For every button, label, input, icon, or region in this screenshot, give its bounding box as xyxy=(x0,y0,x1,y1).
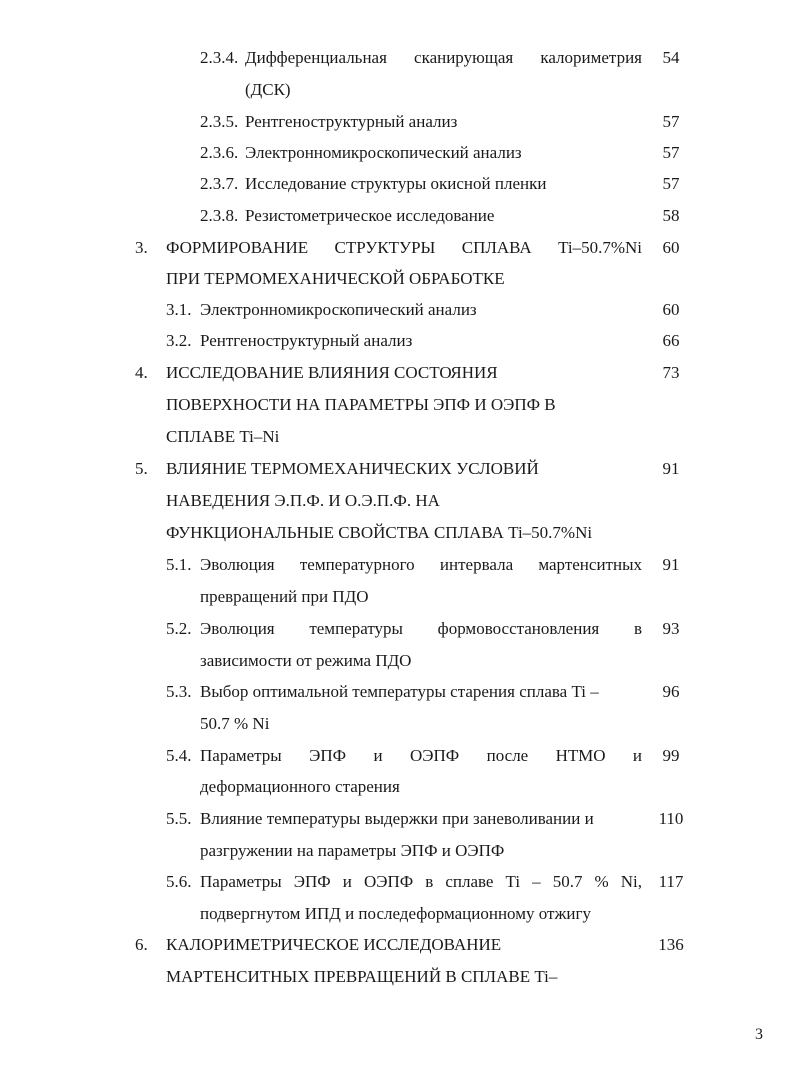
toc-chapter-number: 6. xyxy=(135,935,148,954)
toc-entry-title: Эволюция температурного интервала мартенситных xyxy=(200,555,642,574)
toc-entry-number: 3.1. xyxy=(166,300,192,319)
toc-entry-page: 93 xyxy=(662,619,680,638)
toc-chapter-title-cont: НАВЕДЕНИЯ Э.П.Ф. И О.Э.П.Ф. НА xyxy=(166,491,440,510)
toc-entry-title-cont: разгружении на параметры ЭПФ и ОЭПФ xyxy=(200,841,505,860)
toc-entry-title: Параметры ЭПФ и ОЭПФ после НТМО и xyxy=(200,746,642,765)
toc-entry-page: 73 xyxy=(662,363,680,382)
toc-entry-title: Эволюция температуры формовосстановления в xyxy=(200,619,642,638)
toc-entry-title: Электронномикроскопический анализ xyxy=(200,300,477,319)
toc-entry-number: 5.3. xyxy=(166,682,192,701)
toc-entry-page: 110 xyxy=(658,809,684,828)
toc-entry-page: 99 xyxy=(662,746,680,765)
toc-entry-number: 2.3.8. xyxy=(200,206,239,225)
toc-entry-title: Исследование структуры окисной пленки xyxy=(245,174,547,193)
page-number: 3 xyxy=(755,1026,763,1043)
toc-entry-page: 66 xyxy=(662,331,680,350)
toc-entry-page: 117 xyxy=(658,872,684,891)
toc-entry-page: 136 xyxy=(658,935,684,954)
toc-entry-page: 57 xyxy=(662,143,680,162)
toc-entry-page: 91 xyxy=(662,555,680,574)
toc-chapter-title-cont: СПЛАВЕ Ti–Ni xyxy=(166,427,280,446)
toc-entry-title: Влияние температуры выдержки при заневоливании и xyxy=(200,809,594,828)
toc-chapter-title: ВЛИЯНИЕ ТЕРМОМЕХАНИЧЕСКИХ УСЛОВИЙ xyxy=(166,459,539,478)
toc-entry-page: 57 xyxy=(662,112,680,131)
toc-entry-title: Электронномикроскопический анализ xyxy=(245,143,522,162)
toc-entry-number: 5.2. xyxy=(166,619,192,638)
toc-entry-title-cont: (ДСК) xyxy=(245,80,291,99)
toc-entry-number: 5.6. xyxy=(166,872,192,891)
toc-chapter-title: ИССЛЕДОВАНИЕ ВЛИЯНИЯ СОСТОЯНИЯ xyxy=(166,363,498,382)
toc-chapter-title: КАЛОРИМЕТРИЧЕСКОЕ ИССЛЕДОВАНИЕ xyxy=(166,935,502,954)
toc-chapter-number: 4. xyxy=(135,363,148,382)
toc-entry-number: 5.5. xyxy=(166,809,192,828)
toc-chapter-number: 5. xyxy=(135,459,148,478)
toc-entry-number: 2.3.7. xyxy=(200,174,239,193)
toc-entry-number: 2.3.5. xyxy=(200,112,239,131)
toc-entry-page: 60 xyxy=(662,238,680,257)
toc-entry-title-cont: деформационного старения xyxy=(200,777,400,796)
toc-entry-title: Резистометрическое исследование xyxy=(245,206,495,225)
toc-chapter-title: ФОРМИРОВАНИЕ СТРУКТУРЫ СПЛАВА Ti–50.7%Ni xyxy=(166,238,642,257)
toc-entry-title-cont: превращений при ПДО xyxy=(200,587,369,606)
toc-entry-page: 60 xyxy=(662,300,680,319)
toc-entry-title: Дифференциальная сканирующая калориметрия xyxy=(245,48,642,67)
toc-entry-title: Параметры ЭПФ и ОЭПФ в сплаве Ti – 50.7 % Ni, xyxy=(200,872,642,891)
toc-entry-page: 54 xyxy=(662,48,680,67)
toc-entry-title-cont: подвергнутом ИПД и последеформационному отжигу xyxy=(200,904,591,923)
toc-entry-number: 5.1. xyxy=(166,555,192,574)
toc-chapter-title-cont: ФУНКЦИОНАЛЬНЫЕ СВОЙСТВА СПЛАВА Ti–50.7%Ni xyxy=(166,523,593,542)
toc-entry-title: Рентгеноструктурный анализ xyxy=(200,331,413,350)
toc-entry-title-cont: зависимости от режима ПДО xyxy=(200,651,412,670)
toc-entry-number: 2.3.4. xyxy=(200,48,239,67)
toc-entry-title: Рентгеноструктурный анализ xyxy=(245,112,458,131)
toc-chapter-title-cont: МАРТЕНСИТНЫХ ПРЕВРАЩЕНИЙ В СПЛАВЕ Ti– xyxy=(166,967,558,986)
toc-chapter-title-cont: ПРИ ТЕРМОМЕХАНИЧЕСКОЙ ОБРАБОТКЕ xyxy=(166,269,505,288)
toc-chapter-title-cont: ПОВЕРХНОСТИ НА ПАРАМЕТРЫ ЭПФ И ОЭПФ В xyxy=(166,395,556,414)
toc-entry-page: 96 xyxy=(662,682,680,701)
toc-chapter-number: 3. xyxy=(135,238,148,257)
toc-entry-number: 2.3.6. xyxy=(200,143,239,162)
toc-entry-page: 57 xyxy=(662,174,680,193)
toc-entry-number: 5.4. xyxy=(166,746,192,765)
toc-entry-page: 58 xyxy=(662,206,680,225)
toc-entry-title-cont: 50.7 % Ni xyxy=(200,714,270,733)
toc-entry-number: 3.2. xyxy=(166,331,192,350)
toc-entry-page: 91 xyxy=(662,459,680,478)
toc-entry-title: Выбор оптимальной температуры старения сплава Ti – xyxy=(200,682,599,701)
